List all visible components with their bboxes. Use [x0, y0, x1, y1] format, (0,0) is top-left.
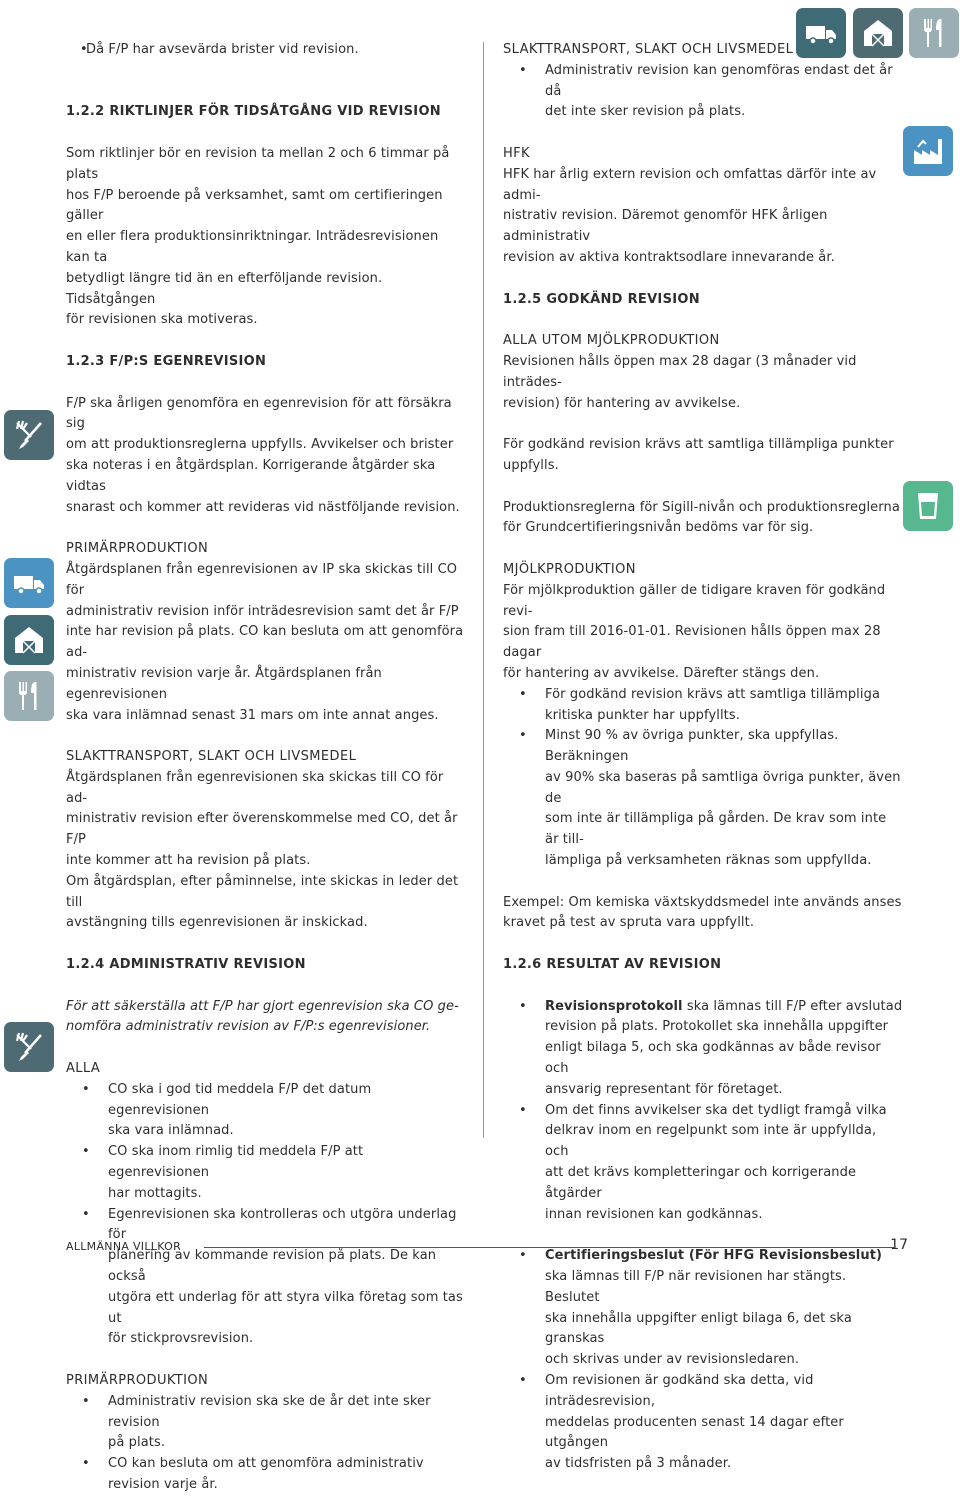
list-item: [66, 1080, 466, 1142]
heading-1-2-4: 1.2.4 ADMINISTRATIV REVISION: [66, 957, 306, 973]
slakt-list: [503, 61, 903, 123]
farm-tools-icon: [4, 410, 54, 460]
list-item: [503, 726, 903, 872]
text-line: på plats.: [108, 1435, 166, 1451]
text-line: betydligt längre tid än en efterföljande revision. Tidsåtgången: [66, 270, 383, 307]
top-bullet-list: [66, 40, 466, 61]
text-line: enligt bilaga 5, och ska godkännas av både revisor och: [545, 1040, 881, 1077]
text-line: Åtgärdsplanen från egenrevisionen av IP ska skickas till CO för: [66, 561, 458, 598]
list-item: [66, 1142, 466, 1204]
text-line: nistrativ revision. Däremot genomför HFK årligen administrativ: [503, 208, 828, 245]
text-line: ska innehålla uppgifter enligt bilaga 6, det ska granskas: [545, 1310, 852, 1347]
heading-1-2-6: 1.2.6 RESULTAT AV REVISION: [503, 957, 722, 973]
text-line: F/P ska årligen genomföra en egenrevision för att försäkra sig: [66, 395, 452, 432]
label-hfk: HFK: [503, 145, 530, 161]
right-column: [503, 40, 903, 1475]
text-line: det inte sker revision på plats.: [545, 104, 746, 120]
list-item: [66, 1392, 466, 1454]
list-item-revisionsprotokoll: [503, 997, 903, 1101]
alla-list: [66, 1080, 466, 1350]
column-divider: [483, 42, 484, 1138]
paragraph-primarproduktion: [66, 560, 466, 726]
label-primarproduktion: PRIMÄRPRODUKTION: [66, 541, 209, 557]
bold-term: Certifieringsbeslut (För HFG Revisionsbeslut): [545, 1248, 883, 1264]
list-item: • Då F/P har avsevärda brister vid revision.: [66, 40, 466, 61]
text-line: Om åtgärdsplan, efter påminnelse, inte skickas in leder det till: [66, 873, 459, 910]
text-line: avstängning tills egenrevisionen är inskickad.: [66, 915, 368, 931]
text-line: kritiska punkter har uppfyllts.: [545, 707, 740, 723]
truck-icon: [796, 8, 846, 58]
text-line: revision på plats. Protokollet ska innehålla uppgifter: [545, 1019, 889, 1035]
text-line: att det krävs kompletteringar och korrigerande åtgärder: [545, 1165, 857, 1201]
paragraph-hfk: [503, 165, 903, 269]
text-line: av tidsfristen på 3 månader.: [545, 1456, 732, 1472]
text-line: Minst 90 % av övriga punkter, ska uppfyllas. Beräkningen: [545, 728, 839, 765]
list-item: [503, 61, 903, 123]
text-line: för Grundcertifieringsnivån bedöms var för sig.: [503, 520, 814, 536]
text-line: en eller flera produktionsinriktningar. Inträdesrevisionen kan ta: [66, 229, 439, 265]
paragraph-exempel: [503, 893, 903, 935]
paragraph-mjolk: [503, 581, 903, 685]
text-line: ministrativ revision efter överenskommelse med CO, det år F/P: [66, 811, 458, 848]
label-alla: ALLA: [66, 1061, 101, 1077]
text-line: uppfylls.: [503, 457, 559, 473]
text-line: innan revisionen kan godkännas.: [545, 1206, 763, 1222]
text-line: inte har revision på plats. CO kan besluta om att genomföra ad-: [66, 624, 464, 661]
text-line: revision av aktiva kontraktsodlare innevarande år.: [503, 249, 835, 265]
text-line: ska vara inlämnad senast 31 mars om inte annat anges.: [66, 707, 439, 723]
text-line: ska vara inlämnad.: [108, 1123, 234, 1139]
factory-icon: [903, 126, 953, 176]
text-line: meddelas producenten senast 14 dagar efter utgången: [545, 1414, 844, 1451]
text-line: Egenrevisionen ska kontrolleras och utgöra underlag för: [108, 1206, 457, 1243]
list-item-certifieringsbeslut: [503, 1246, 903, 1371]
footer-rule: [204, 1247, 894, 1248]
paragraph-sigill: [503, 498, 903, 540]
paragraph-slakt: [66, 768, 466, 934]
text-line: utgöra ett underlag för att styra vilka företag som tas ut: [108, 1289, 463, 1326]
left-column: [66, 40, 466, 1496]
text-line: Om det finns avvikelser ska det tydligt framgå vilka: [545, 1102, 887, 1118]
text-line: administrativ revision inför inträdesrevision samt det år F/P: [66, 603, 459, 619]
barn-icon: [853, 8, 903, 58]
text-line: Revisionen hålls öppen max 28 dagar (3 månader vid inträdes-: [503, 353, 857, 390]
resultat-list-1: [503, 997, 903, 1226]
text-line: Produktionsreglerna för Sigill-nivån och produktionsreglerna: [503, 499, 900, 515]
text-line: ska lämnas till F/P efter avslutad: [682, 998, 903, 1014]
text-line: Åtgärdsplanen från egenrevisionen ska skickas till CO för ad-: [66, 769, 444, 806]
paragraph-punkter: [503, 435, 903, 477]
heading-1-2-5: 1.2.5 GODKÄND REVISION: [503, 291, 700, 307]
text-line: För att säkerställa att F/P har gjort egenrevision ska CO ge-: [66, 998, 459, 1014]
label-slakt: SLAKTTRANSPORT, SLAKT OCH LIVSMEDEL: [66, 749, 357, 765]
text-line: nomföra administrativ revision av F/P:s egenrevisioner.: [66, 1019, 431, 1035]
text-line: har mottagits.: [108, 1185, 202, 1201]
text-line: av 90% ska baseras på samtliga övriga punkter, även de: [545, 769, 901, 806]
text-line: CO ska inom rimlig tid meddela F/P att egenrevisionen: [108, 1144, 364, 1181]
text-line: och skrivas under av revisionsledaren.: [545, 1352, 800, 1368]
paragraph-intro-italic: [66, 997, 466, 1039]
text-line: För godkänd revision krävs att samtliga tillämpliga: [545, 686, 881, 702]
cutlery-icon: [4, 671, 54, 721]
truck-icon: [4, 558, 54, 608]
cutlery-icon: [909, 8, 959, 58]
text-line: för hantering av avvikelse. Därefter stängs den.: [503, 665, 820, 681]
text-line: Som riktlinjer bör en revision ta mellan 2 och 6 timmar på plats: [66, 145, 450, 182]
bold-term: Revisionsprotokoll: [545, 998, 683, 1014]
paragraph-oppen: [503, 352, 903, 414]
text-line: revision varje år.: [108, 1476, 218, 1492]
text-line: inte kommer att ha revision på plats.: [66, 853, 311, 869]
text-line: ministrativ revision varje år. Åtgärdsplanen från egenrevisionen: [66, 665, 382, 702]
text-line: CO kan besluta om att genomföra administrativ: [108, 1456, 424, 1472]
paragraph-tidsatgang: [66, 144, 466, 331]
footer-title: ALLMÄNNA VILLKOR: [66, 1240, 182, 1253]
text-line: CO ska i god tid meddela F/P det datum egenrevisionen: [108, 1081, 372, 1118]
text-line: för revisionen ska motiveras.: [66, 312, 258, 328]
text-line: Administrativ revision kan genomföras endast det år då: [545, 62, 893, 99]
text-line: ska lämnas till F/P när revisionen har stängts. Beslutet: [545, 1269, 847, 1305]
list-item: [66, 1205, 466, 1351]
label-alla-utom-mjolk: ALLA UTOM MJÖLKPRODUKTION: [503, 333, 720, 349]
text-line: Om revisionen är godkänd ska detta, vid inträdesrevision,: [545, 1373, 814, 1409]
text-line: lämpliga på verksamheten räknas som uppfyllda.: [545, 853, 872, 869]
text-line: snarast och kommer att revideras vid nästföljande revision.: [66, 499, 460, 515]
text-line: För mjölkproduktion gäller de tidigare kraven för godkänd revi-: [503, 582, 886, 619]
resultat-list-2: [503, 1246, 903, 1475]
text-line: ansvarig representant för företaget.: [545, 1081, 783, 1097]
text-line: revision) för hantering av avvikelse.: [503, 395, 741, 411]
heading-1-2-3: 1.2.3 F/P:S EGENREVISION: [66, 353, 267, 369]
text-line: delkrav inom en regelpunkt som inte är uppfyllda, och: [545, 1123, 877, 1160]
text-line: HFK har årlig extern revision och omfattas därför inte av admi-: [503, 166, 877, 203]
text-line: Exempel: Om kemiska växtskyddsmedel inte används anses: [503, 894, 902, 910]
label-slakt-right: SLAKTTRANSPORT, SLAKT OCH LIVSMEDEL: [503, 42, 794, 57]
text-line: Administrativ revision ska ske de år det inte sker revision: [108, 1393, 431, 1430]
heading-1-2-2: 1.2.2 RIKTLINJER FÖR TIDSÅTGÅNG VID REVISION: [66, 104, 441, 120]
text-line: ska noteras i en åtgärdsplan. Korrigerande åtgärder ska vidtas: [66, 457, 436, 494]
text-line: För godkänd revision krävs att samtliga tillämpliga punkter: [503, 437, 894, 453]
list-item: [503, 1371, 903, 1475]
label-primarproduktion-2: PRIMÄRPRODUKTION: [66, 1373, 209, 1388]
list-item: [503, 685, 903, 727]
list-item: [66, 1454, 466, 1496]
text-line: om att produktionsreglerna uppfylls. Avvikelser och brister: [66, 437, 454, 453]
text-line: hos F/P beroende på verksamhet, samt om certifieringen gäller: [66, 187, 443, 224]
barn-icon: [4, 615, 54, 665]
text-line: för stickprovsrevision.: [108, 1331, 254, 1347]
mjolk-list: [503, 685, 903, 872]
page-number: 17: [890, 1237, 908, 1253]
farm-tools-icon: [4, 1022, 54, 1072]
paragraph-egenrevision: [66, 394, 466, 519]
text-line: kravet på test av spruta vara uppfyllt.: [503, 915, 755, 931]
milk-glass-icon: [903, 481, 953, 531]
text-line: sion fram till 2016-01-01. Revisionen hålls öppen max 28 dagar: [503, 624, 881, 661]
text-line: som inte är tillämpliga på gården. De krav som inte är till-: [545, 811, 887, 848]
label-mjolkproduktion: MJÖLKPRODUKTION: [503, 561, 636, 577]
list-item: [503, 1101, 903, 1226]
primarproduktion-list: [66, 1392, 466, 1496]
text-line: planering av kommande revision på plats. De kan också: [108, 1248, 437, 1285]
